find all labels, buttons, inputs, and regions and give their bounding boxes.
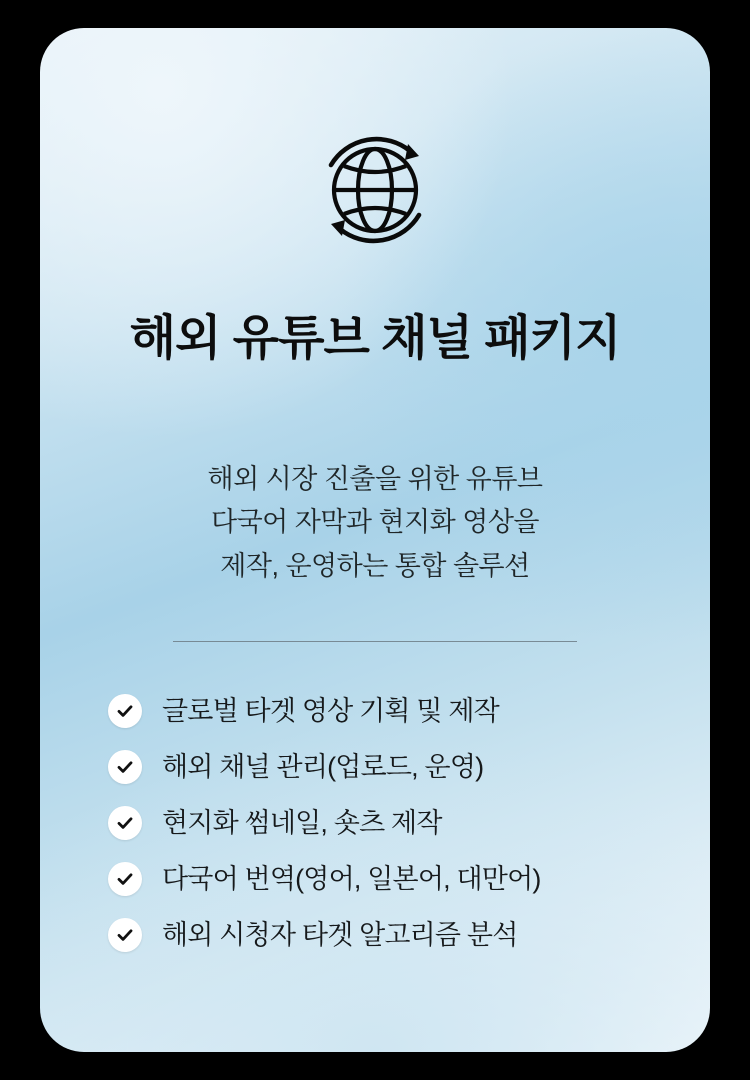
list-item xyxy=(108,750,650,784)
list-item xyxy=(108,694,650,728)
globe-refresh-icon xyxy=(295,120,455,260)
feature-label: 글로벌 타겟 영상 기획 및 제작 xyxy=(162,695,499,726)
subtitle-line-2: 다국어 자막과 현지화 영상을 xyxy=(211,507,539,538)
check-icon xyxy=(108,862,142,896)
check-icon xyxy=(108,750,142,784)
feature-label: 해외 채널 관리(업로드, 운영) xyxy=(162,751,484,782)
divider xyxy=(173,641,577,642)
list-item xyxy=(108,918,650,952)
check-icon xyxy=(108,694,142,728)
feature-label: 해외 시청자 타겟 알고리즘 분석 xyxy=(162,919,518,950)
check-icon xyxy=(108,806,142,840)
promo-card xyxy=(40,28,710,1052)
feature-list xyxy=(40,694,710,952)
subtitle-line-1: 해외 시장 진출을 위한 유튜브 xyxy=(207,463,543,494)
feature-label: 현지화 썸네일, 숏츠 제작 xyxy=(162,807,442,838)
check-icon xyxy=(108,918,142,952)
page-title: 해외 유튜브 채널 패키지 xyxy=(129,312,621,365)
list-item xyxy=(108,862,650,896)
subtitle xyxy=(208,458,543,589)
feature-label: 다국어 번역(영어, 일본어, 대만어) xyxy=(162,863,541,894)
subtitle-line-3: 제작, 운영하는 통합 솔루션 xyxy=(220,551,530,582)
list-item xyxy=(108,806,650,840)
